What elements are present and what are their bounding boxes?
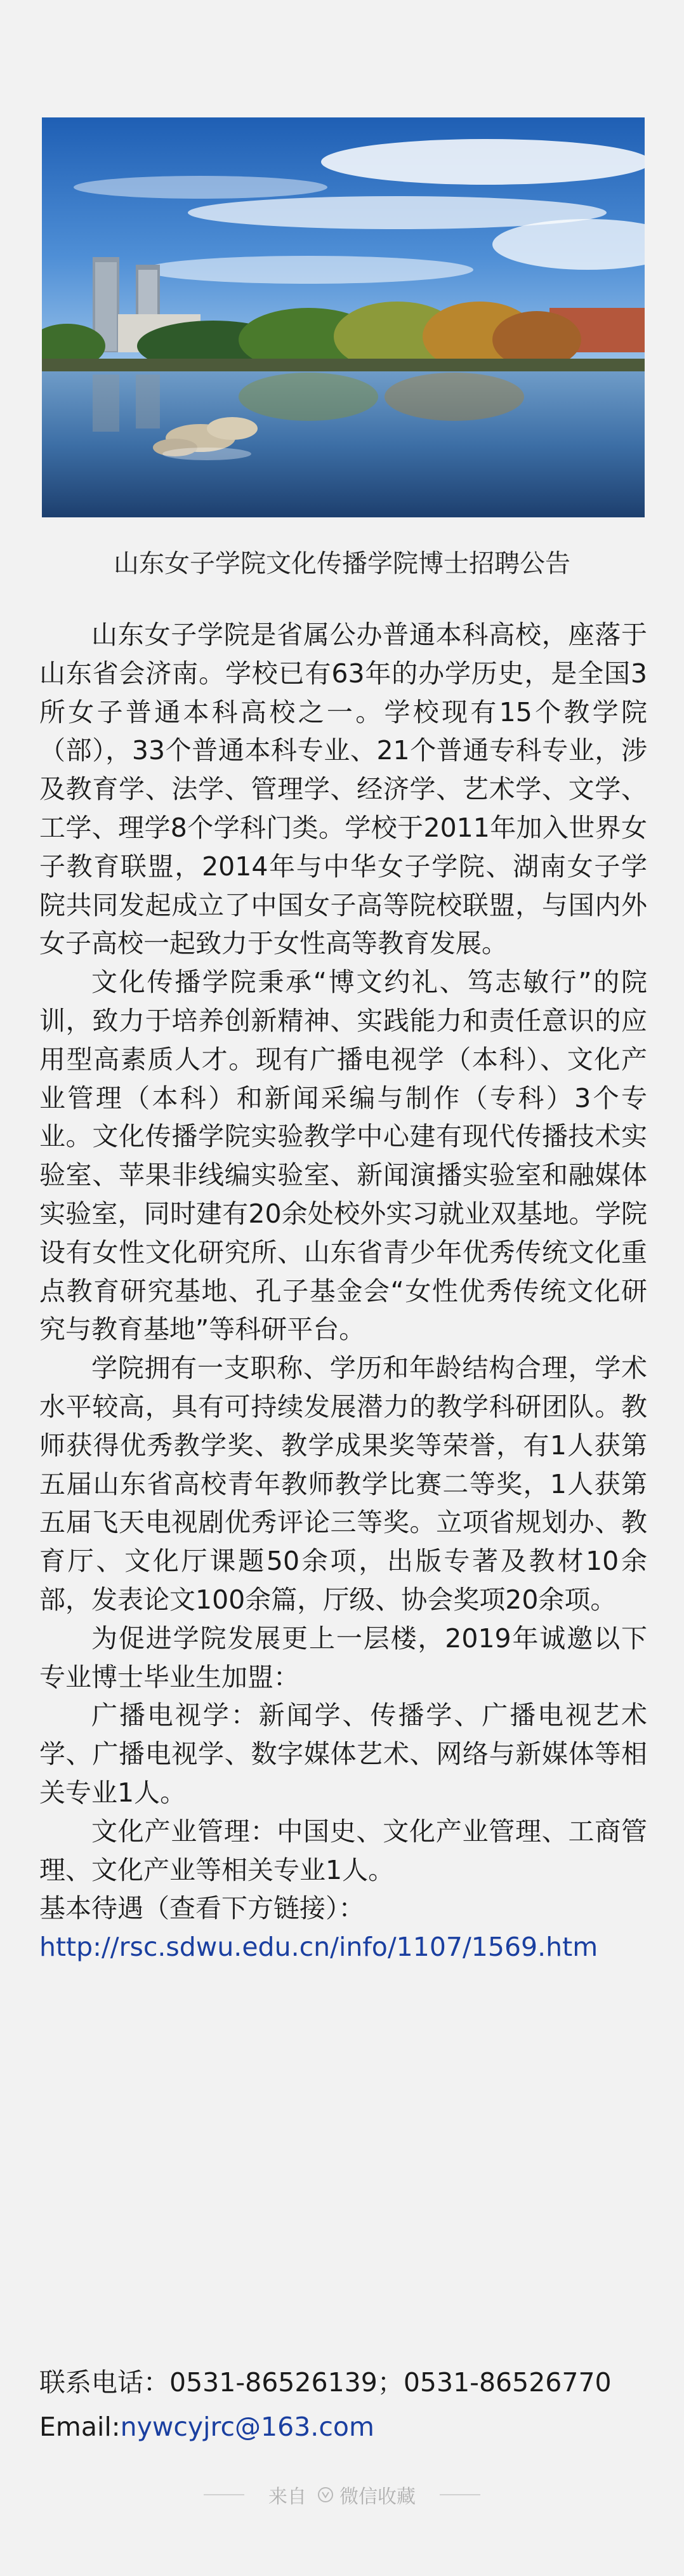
footer-divider-right	[440, 2494, 480, 2495]
contact-block	[39, 2360, 647, 2449]
paragraph-position-culture-industry: 文化产业管理：中国史、文化产业管理、工商管理、文化产业等相关专业1人。	[39, 1816, 647, 1885]
email-label: Email:	[39, 2412, 121, 2442]
footer-from-label: 来自	[268, 2486, 306, 2508]
email-link[interactable]: nywcyjrc@163.com	[120, 2412, 374, 2442]
footer-source	[0, 2482, 684, 2507]
footer-divider-left	[204, 2494, 244, 2495]
photo-caption: 山东女子学院文化传播学院博士招聘公告	[114, 549, 570, 578]
paragraph-position-broadcasting: 广播电视学：新闻学、传播学、广播电视艺术学、广播电视学、数字媒体艺术、网络与新媒体等相关专业1人。	[39, 1700, 647, 1808]
article-body	[39, 616, 647, 1967]
paragraph-college-intro: 文化传播学院秉承“博文约礼、笃志敏行”的院训，致力于培养创新精神、实践能力和责任意识的应用型高素质人才。现有广播电视学（本科）、文化产业管理（本科）和新闻采编与制作（专科）3个专业。文化传播学院实验教学中心建有现代传播技术实验室、苹果非线编实验室、新闻演播实验室和融媒体实验室，同时建有20余处校外实习就业双基地。学院设有女性文化研究所、山东省青少年优秀传统文化重点教育研究基地、孔子基金会“女性优秀传统文化研究与教育基地”等科研平台。	[39, 967, 647, 1345]
paragraph-recruitment-intro: 为促进学院发展更上一层楼，2019年诚邀以下专业博士毕业生加盟：	[39, 1623, 647, 1692]
benefits-label: 基本待遇（查看下方链接）：	[39, 1893, 365, 1924]
contact-phone: 联系电话：0531-86526139；0531-86526770	[39, 2367, 612, 2398]
paragraph-school-intro: 山东女子学院是省属公办普通本科高校，座落于山东省会济南。学校已有63年的办学历史，是全国3所女子普通本科高校之一。学校现有15个教学院（部），33个普通本科专业、21个普通专科专业，涉及教育学、法学、管理学、经济学、艺术学、文学、工学、理学8个学科门类。学校于2011年加入世界女子教育联盟，2014年与中华女子学院、湖南女子学院共同发起成立了中国女子高等院校联盟，与国内外女子高校一起致力于女性高等教育发展。	[39, 620, 647, 959]
contact-email	[39, 2405, 647, 2449]
campus-lake-photo	[42, 117, 645, 517]
paragraph-faculty-team: 学院拥有一支职称、学历和年龄结构合理，学术水平较高，具有可持续发展潜力的教学科研团队。教师获得优秀教学奖、教学成果奖等荣誉，有1人获第五届山东省高校青年教师教学比赛二等奖，1人获第五届飞天电视剧优秀评论三等奖。立项省规划办、教育厅、文化厅课题50余项，出版专著及教材10余部，发表论文100余篇，厅级、协会奖项20余项。	[39, 1353, 647, 1615]
benefits-link[interactable]: http://rsc.sdwu.edu.cn/info/1107/1569.htm	[39, 1932, 598, 1963]
footer-source-label: 微信收藏	[339, 2486, 416, 2508]
favorites-icon	[317, 2486, 334, 2504]
